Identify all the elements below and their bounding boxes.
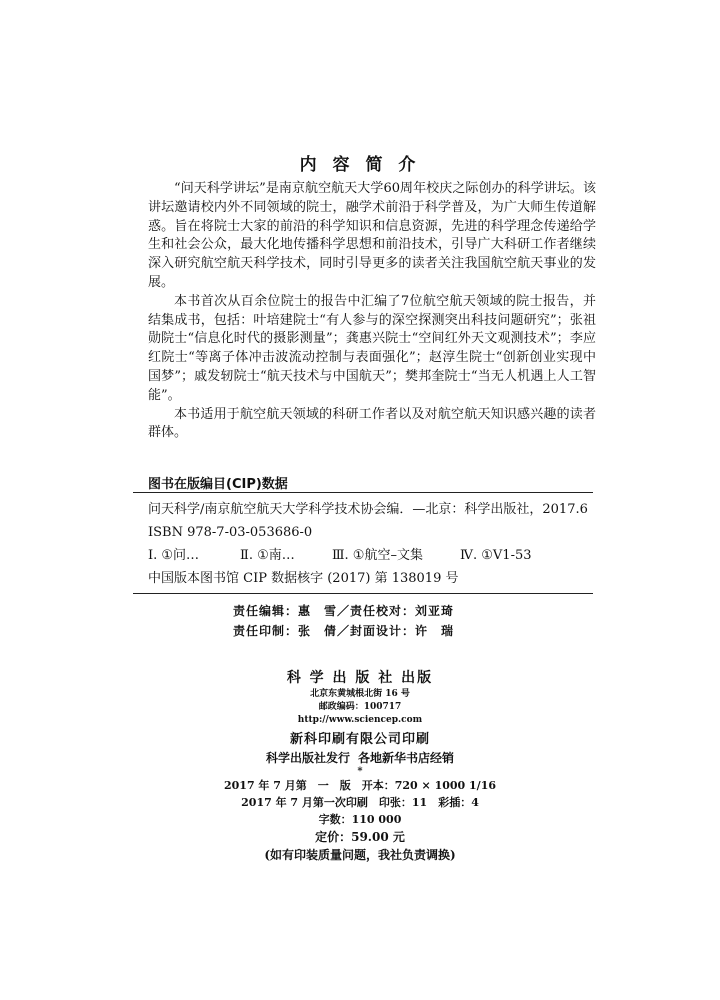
summary-paragraph: “问天科学讲坛”是南京航空航天大学60周年校庆之际创办的科学讲坛。该讲坛邀请校内外不同领域的院士，融学术前沿于科学普及，为广大师生传道解惑。旨在将院士大家的前沿的科学知识和信息资源，先进的科学理念传递给学生和社会公众，最大化地传播科学思想和前沿技术，引导广大科研工作者继续深入研究航空航天科学技术，同时引导更多的读者关注我国航空航天事业的发展。 [148,181,596,290]
credits-production: 责任印制：张 倩／封面设计：许 瑞 [233,624,455,638]
cip-isbn: ISBN 978-7-03-053686-0 [148,525,313,540]
publisher-postcode: 邮政编码：100717 [318,702,402,712]
publisher-address: 北京东黄城根北街 16 号 [310,689,410,699]
cip-top-rule [133,492,593,493]
printing-info: 2017 年 7 月第一次印刷 印张：11 彩插：4 [241,796,479,809]
distributor-retail: 各地新华书店经销 [358,751,455,765]
cip-class-4: Ⅳ. ①V1-53 [460,548,532,563]
publisher-url: http://www.sciencep.com [297,715,423,725]
content-summary [148,180,596,443]
cip-classification [148,546,598,569]
credits-editors: 责任编辑：惠 雪／责任校对：刘亚琦 [233,604,455,618]
separator-star: * [357,766,363,777]
cip-title-line: 问天科学/南京航空航天大学科学技术协会编．—北京：科学出版社，2017.6 [148,502,588,517]
summary-paragraph: 本书首次从百余位院士的报告中汇编了7位航空航天领域的院士报告，并结集成书，包括：叶培建院士“有人参与的深空探测突出科技问题研究”；张祖勋院士“信息化时代的摄影测量”；龚惠兴院士“空间红外天文观测技术”；李应红院士“等离子体冲击波流动控制与表面强化”；赵淳生院士“创新创业实现中国梦”；戚发轫院士“航天技术与中国航天”；樊邦奎院士“当无人机遇上人工智能”。 [148,293,596,403]
cip-class-2: Ⅱ. ①南… [240,548,295,563]
word-count: 字数：110 000 [318,813,402,826]
publisher-block [0,668,720,864]
printer: 新科印刷有限公司印刷 [289,732,430,747]
quality-note: (如有印装质量问题，我社负责调换) [264,848,456,862]
distributor-publisher: 科学出版社发行 [265,751,350,765]
cip-record: 中国版本图书馆 CIP 数据核字 (2017) 第 138019 号 [148,571,459,586]
cip-class-3: Ⅲ. ①航空–文集 [332,548,423,563]
cip-heading: 图书在版编目(CIP)数据 [148,477,288,492]
cip-bottom-rule [133,593,593,594]
cip-block [148,500,598,592]
price: 定价：59.00 元 [315,830,405,844]
distribution [0,749,720,767]
cip-class-1: Ⅰ. ①问… [148,548,200,563]
publisher-name: 科 学 出 版 社 出版 [286,670,434,686]
credits-block [233,601,454,641]
page-title: 内 容 简 介 [299,155,421,175]
summary-paragraph: 本书适用于航空航天领域的科研工作者以及对航空航天知识感兴趣的读者群体。 [148,406,596,441]
edition-info: 2017 年 7 月第 一 版 开本：720 × 1000 1/16 [223,779,497,792]
